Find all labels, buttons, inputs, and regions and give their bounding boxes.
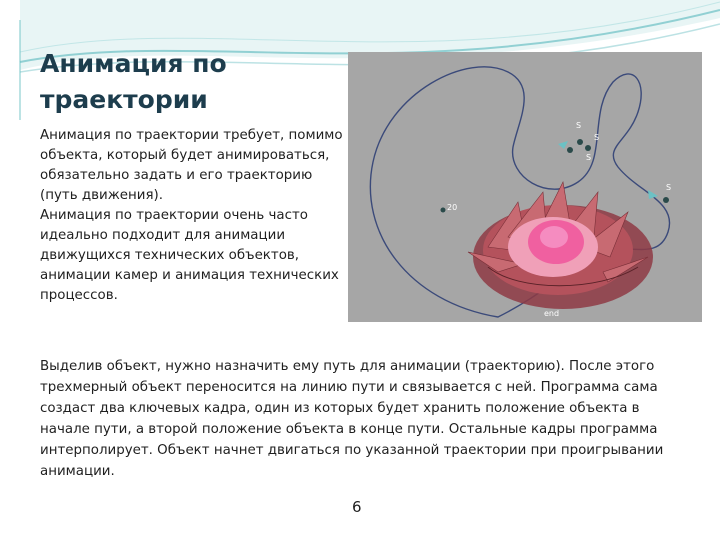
svg-text:end: end <box>544 309 560 318</box>
svg-text:S: S <box>666 183 672 192</box>
direction-arrow <box>648 190 658 199</box>
intro-paragraph-1: Анимация по траектории требует, помимо объекта, который будет анимироваться, обязательно задать и его траекторию (путь движения). <box>40 128 343 203</box>
animated-flower-object <box>468 182 653 309</box>
trajectory-animation-image <box>348 52 702 322</box>
svg-text:20: 20 <box>447 203 458 212</box>
trajectory-scene <box>348 52 702 322</box>
intro-text <box>40 126 345 306</box>
svg-text:S: S <box>586 153 592 162</box>
direction-arrow <box>558 141 568 149</box>
slide-title: Анимация по траектории <box>40 49 227 114</box>
intro-paragraph-2: Анимация по траектории очень часто идеально подходит для анимации движущихся технических объектов, анимации камер и анимация технических процессов. <box>40 208 339 303</box>
svg-text:S: S <box>594 133 600 142</box>
svg-text:S: S <box>576 121 582 130</box>
page-number: 6 <box>352 498 362 516</box>
body-text: Выделив объект, нужно назначить ему путь для анимации (траекторию). После этого трехмерный объект переносится на линию пути и связывается с ней. Программа сама создаст два ключевых кадра, один из которых будет хранить положение объекта в начале пути, а второй положение объекта в конце пути. Остальные кадры программа интерполирует. Объект начнет двигаться по указанной траектории при проигрывании анимации. <box>40 359 664 479</box>
